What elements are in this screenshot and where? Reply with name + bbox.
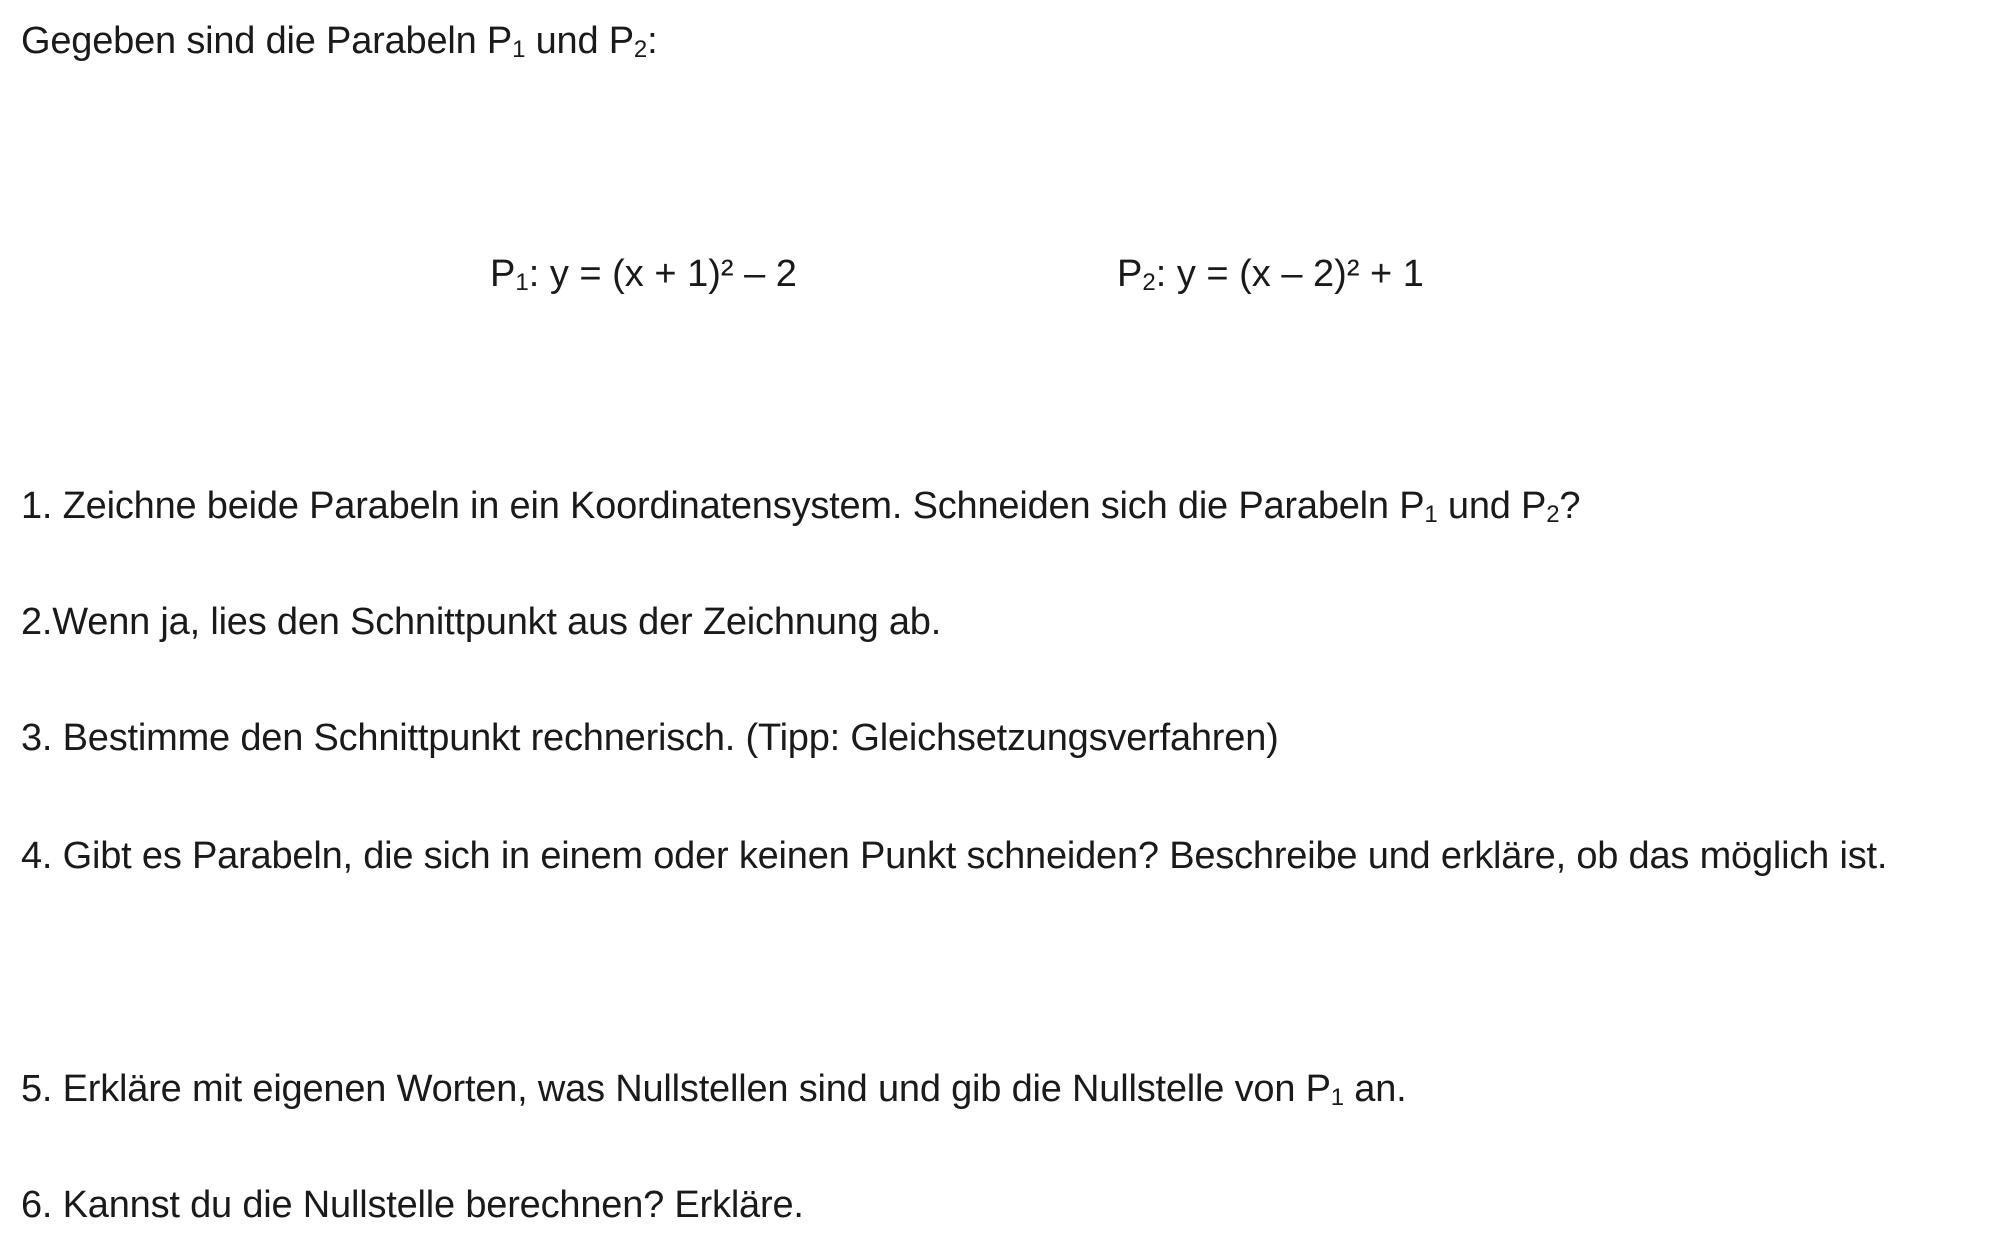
task-1-sub-2: 2: [1546, 501, 1560, 528]
formula-p2: [1117, 252, 1424, 296]
intro-text-b: und P: [525, 20, 634, 62]
intro-line: [21, 19, 657, 63]
formula-p2-sub: 2: [1142, 269, 1156, 296]
intro-sub-1: 1: [512, 36, 526, 63]
task-6: 6. Kannst du die Nullstelle berechnen? Erkläre.: [21, 1184, 804, 1226]
formula-p1-rest: : y = (x + 1)² – 2: [528, 253, 797, 295]
task-5-sub-1: 1: [1330, 1084, 1344, 1111]
formula-p2-letter: P: [1117, 253, 1143, 295]
task-3: 3. Bestimme den Schnittpunkt rechnerisch. (Tipp: Gleichsetzungsverfahren): [21, 717, 1279, 759]
task-5-text-a: 5. Erkläre mit eigenen Worten, was Nullstellen sind und gib die Nullstelle von P: [21, 1068, 1331, 1110]
intro-text-c: :: [647, 20, 658, 62]
task-5: [21, 1067, 1407, 1111]
intro-text-a: Gegeben sind die Parabeln P: [21, 20, 513, 62]
task-1-text-b: und P: [1437, 485, 1547, 527]
formula-p1-letter: P: [490, 253, 516, 295]
task-5-text-b: an.: [1343, 1068, 1407, 1110]
task-1-text-c: ?: [1559, 485, 1581, 527]
formula-p1-sub: 1: [515, 269, 529, 296]
task-2: 2.Wenn ja, lies den Schnittpunkt aus der Zeichnung ab.: [21, 601, 942, 643]
formula-p2-rest: : y = (x – 2)² + 1: [1155, 253, 1424, 295]
intro-sub-2: 2: [633, 36, 648, 63]
task-4: 4. Gibt es Parabeln, die sich in einem oder keinen Punkt schneiden? Beschreibe und erkläre, ob das möglich ist.: [21, 835, 1888, 877]
task-1-sub-1: 1: [1424, 501, 1438, 528]
task-1-text-a: 1. Zeichne beide Parabeln in ein Koordinatensystem. Schneiden sich die Parabeln P: [21, 485, 1425, 527]
task-1: [21, 484, 1580, 528]
formula-p1: [490, 252, 797, 296]
